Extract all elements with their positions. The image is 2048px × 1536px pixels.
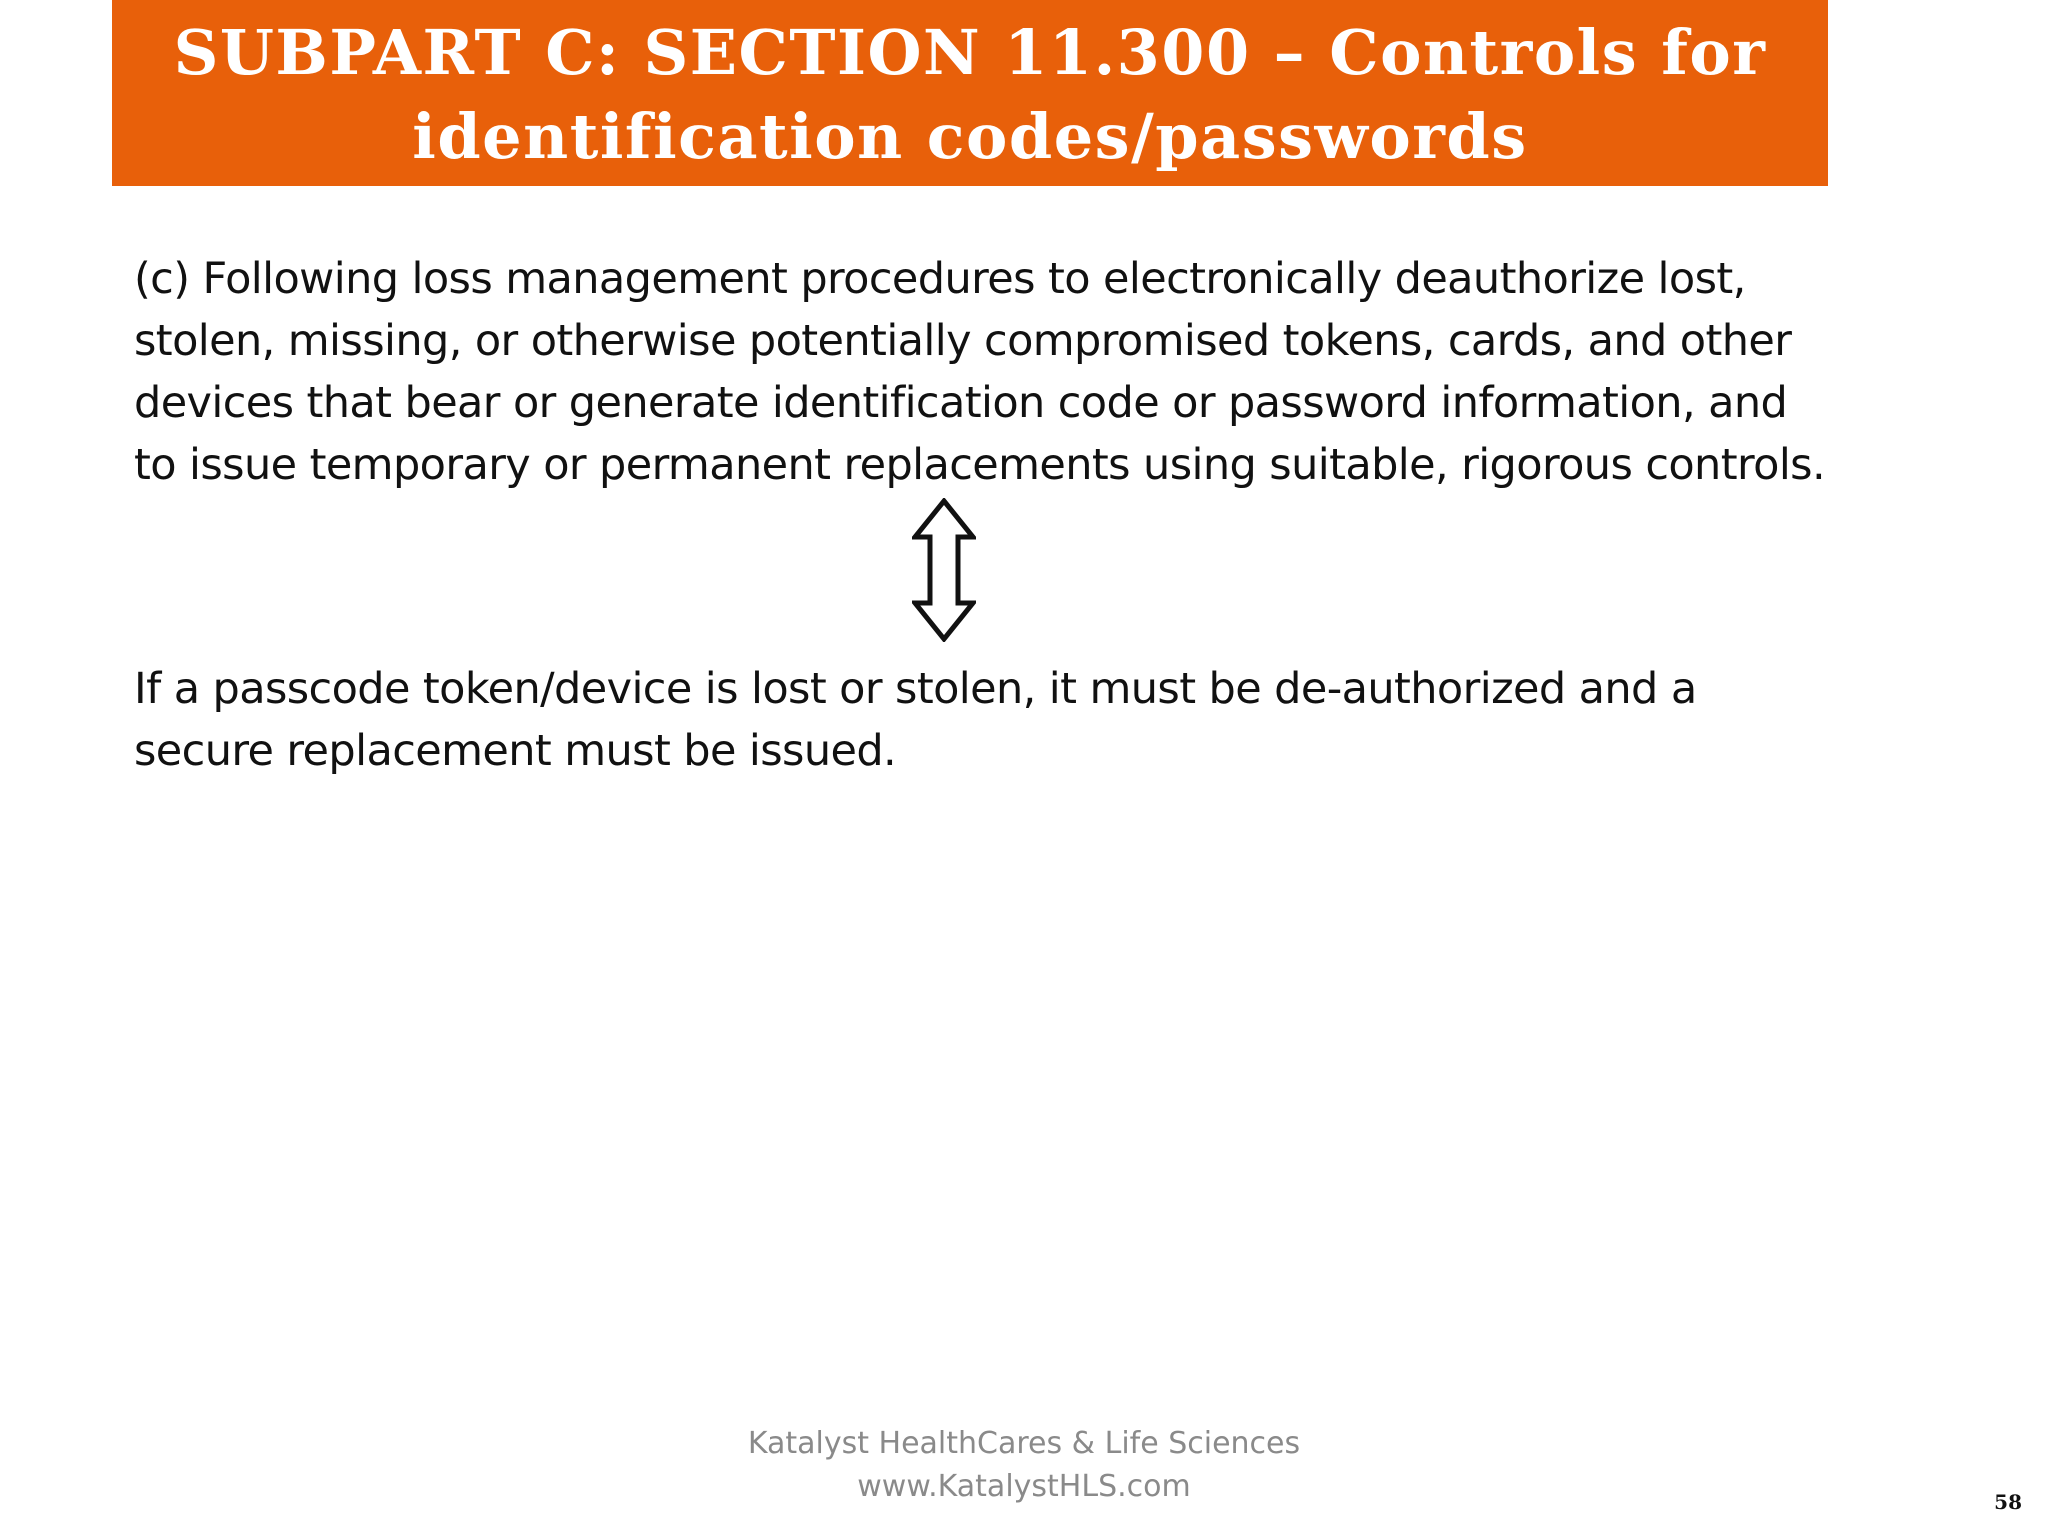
footer-company: Katalyst HealthCares & Life Sciences — [747, 1426, 1301, 1461]
paragraph-c-line-2: stolen, missing, or otherwise potentially compromised tokens, cards, and other — [134, 316, 1792, 366]
regulation-paragraph-c — [134, 248, 1825, 496]
double-headed-vertical-arrow-icon — [912, 498, 976, 642]
footer-website: www.KatalystHLS.com — [857, 1469, 1191, 1504]
paragraph-c-line-1: (c) Following loss management procedures to electronically deauthorize lost, — [134, 254, 1746, 304]
title-banner — [112, 0, 1828, 186]
plain-language-summary — [134, 658, 1697, 782]
paragraph-c-line-4: to issue temporary or permanent replacements using suitable, rigorous controls. — [134, 440, 1826, 490]
paragraph-c-line-3: devices that bear or generate identification code or password information, and — [134, 378, 1788, 428]
title-line-2: identification codes/passwords — [412, 100, 1528, 173]
summary-line-2: secure replacement must be issued. — [134, 726, 897, 776]
summary-line-1: If a passcode token/device is lost or stolen, it must be de-authorized and a — [134, 664, 1697, 714]
page-number: 58 — [1994, 1490, 2022, 1514]
footer — [0, 1422, 2048, 1508]
title-line-1: SUBPART C: SECTION 11.300 – Controls for — [173, 16, 1767, 89]
